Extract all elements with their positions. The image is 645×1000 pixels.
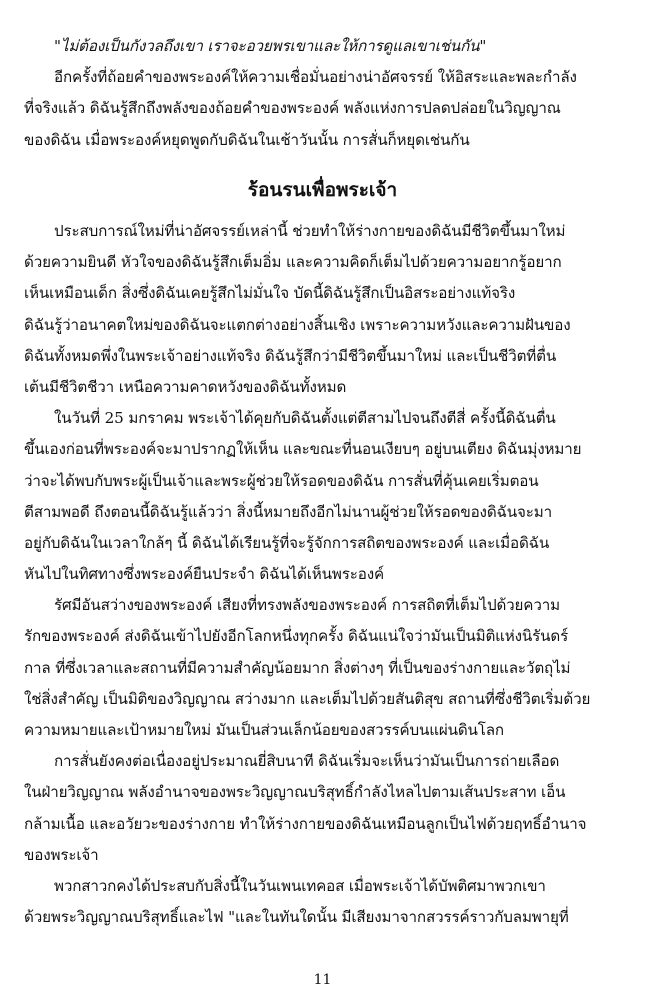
text-line: ของดิฉัน เมื่อพระองค์หยุดพูดกับดิฉันในเช้าวันนั้น การสั่นก็หยุดเช่นกัน [24,130,470,149]
text-line: เห็นเหมือนเด็ก สิ่งซึ่งดิฉันเคยรู้สึกไม่มั่นใจ บัดนี้ดิฉันรู้สึกเป็นอิสระอย่างแท้จริง [24,284,516,303]
text-line: ที่จริงแล้ว ดิฉันรู้สึกถึงพลังของถ้อยคำของพระองค์ พลังแห่งการปลดปล่อยในวิญญาณ [24,99,561,118]
text-line: ด้วยพระวิญญาณบริสุทธิ์และไฟ "และในทันใดนั้น มีเสียงมาจากสวรรค์ราวกับลมพายุที่ [24,908,569,927]
text-line: เต้นมีชีวิตชีวา เหนือความคาดหวังของดิฉันทั้งหมด [24,377,347,396]
text-line: พวกสาวกคงได้ประสบกับสิ่งนี้ในวันเพนเทคอส เมื่อพระเจ้าได้บัพติศมาพวกเขา [54,876,546,895]
text-line: หันไปในทิศทางซึ่งพระองค์ยืนประจำ ดิฉันได้เห็นพระองค์ [24,565,385,584]
section-heading: ร้อนรนเพื่อพระเจ้า [247,179,398,201]
body-text [24,216,624,933]
text-line: อีกครั้งที่ถ้อยคำของพระองค์ให้ความเชื่อมั่นอย่างน่าอัศจรรย์ ให้อิสระและพละกำลัง [54,68,577,87]
text-line: ความหมายและเป้าหมายใหม่ มันเป็นส่วนเล็กน้อยของสวรรค์บนแผ่นดินโลก [24,721,504,739]
text-line: ว่าจะได้พบกับพระผู้เป็นเจ้าและพระผู้ช่วยให้รอดของดิฉัน การสั่นที่คุ้นเคยเริ่มตอน [24,471,539,490]
text-line: อยู่กับดิฉันในเวลาใกล้ๆ นี้ ดิฉันได้เรียนรู้ที่จะรู้จักการสถิตของพระองค์ และเมื่อดิฉัน [24,533,550,552]
text-line: ดิฉันรู้ว่าอนาคตใหม่ของดิฉันจะแตกต่างอย่างสิ้นเชิง เพราะความหวังและความฝันของ [24,315,571,334]
text-line: ประสบการณ์ใหม่ที่น่าอัศจรรย์เหล่านี้ ช่วยทำให้ร่างกายของดิฉันมีชีวิตขึ้นมาใหม่ [54,222,566,240]
text-line: รัศมีอันสว่างของพระองค์ เสียงที่ทรงพลังของพระองค์ การสถิตที่เต็มไปด้วยความ [54,596,560,615]
text-line: กาล ที่ซึ่งเวลาและสถานที่มีความสำคัญน้อยมาก สิ่งต่างๆ ที่เป็นของร่างกายและวัตถุไม่ [24,658,571,677]
text-line: รักของพระองค์ ส่งดิฉันเข้าไปยังอีกโลกหนึ่งทุกครั้ง ดิฉันแน่ใจว่ามันเป็นมิติแห่งนิรันดร์ [24,627,569,646]
text-line: ใช่สิ่งสำคัญ เป็นมิติของวิญญาณ สว่างมาก และเต็มไปด้วยสันติสุข สถานที่ซึ่งชีวิตเริ่มด้วย [24,689,591,708]
text-line: ด้วยความยินดี หัวใจของดิฉันรู้สึกเต็มอิ่ม และความคิดก็เต็มไปด้วยความอยากรู้อยาก [24,253,562,272]
text-line: ขึ้นเองก่อนที่พระองค์จะมาปรากฏให้เห็น และขณะที่นอนเงียบๆ อยู่บนเตียง ดิฉันมุ่งหมาย [24,440,582,459]
text-line: ของพระเจ้า [24,845,99,864]
text-line: ดิฉันทั้งหมดพึ่งในพระเจ้าอย่างแท้จริง ดิฉันรู้สึกว่ามีชีวิตขึ้นมาใหม่ และเป็นชีวิตที่ตื่น [24,346,557,365]
text-line: กล้ามเนื้อ และอวัยวะของร่างกาย ทำให้ร่างกายของดิฉันเหมือนลูกเป็นไฟด้วยฤทธิ์อำนาจ [24,814,587,833]
intro-paragraph [24,31,624,156]
text-line: ในฝ่ายวิญญาณ พลังอำนาจของพระวิญญาณบริสุทธิ์กำลังไหลไปตามเส้นประสาท เอ็น [24,783,566,802]
page-number: 11 [313,972,332,988]
text-line: ในวันที่ 25 มกราคม พระเจ้าได้คุยกับดิฉันตั้งแต่ตีสามไปจนถึงตีสี่ ครั้งนี้ดิฉันตื่น [54,409,556,428]
text-line: ตีสามพอดี ถึงตอนนี้ดิฉันรู้แล้วว่า สิ่งนี้หมายถึงอีกไม่นานผู้ช่วยให้รอดของดิฉันจะมา [24,502,552,521]
text-line: การสั่นยังคงต่อเนื่องอยู่ประมาณยี่สิบนาที ดิฉันเริ่มจะเห็นว่ามันเป็นการถ่ายเลือด [54,752,560,771]
quote-line: "ไม่ต้องเป็นกังวลถึงเขา เราจะอวยพรเขาและให้การดูแลเขาเช่นกัน" [54,37,487,55]
